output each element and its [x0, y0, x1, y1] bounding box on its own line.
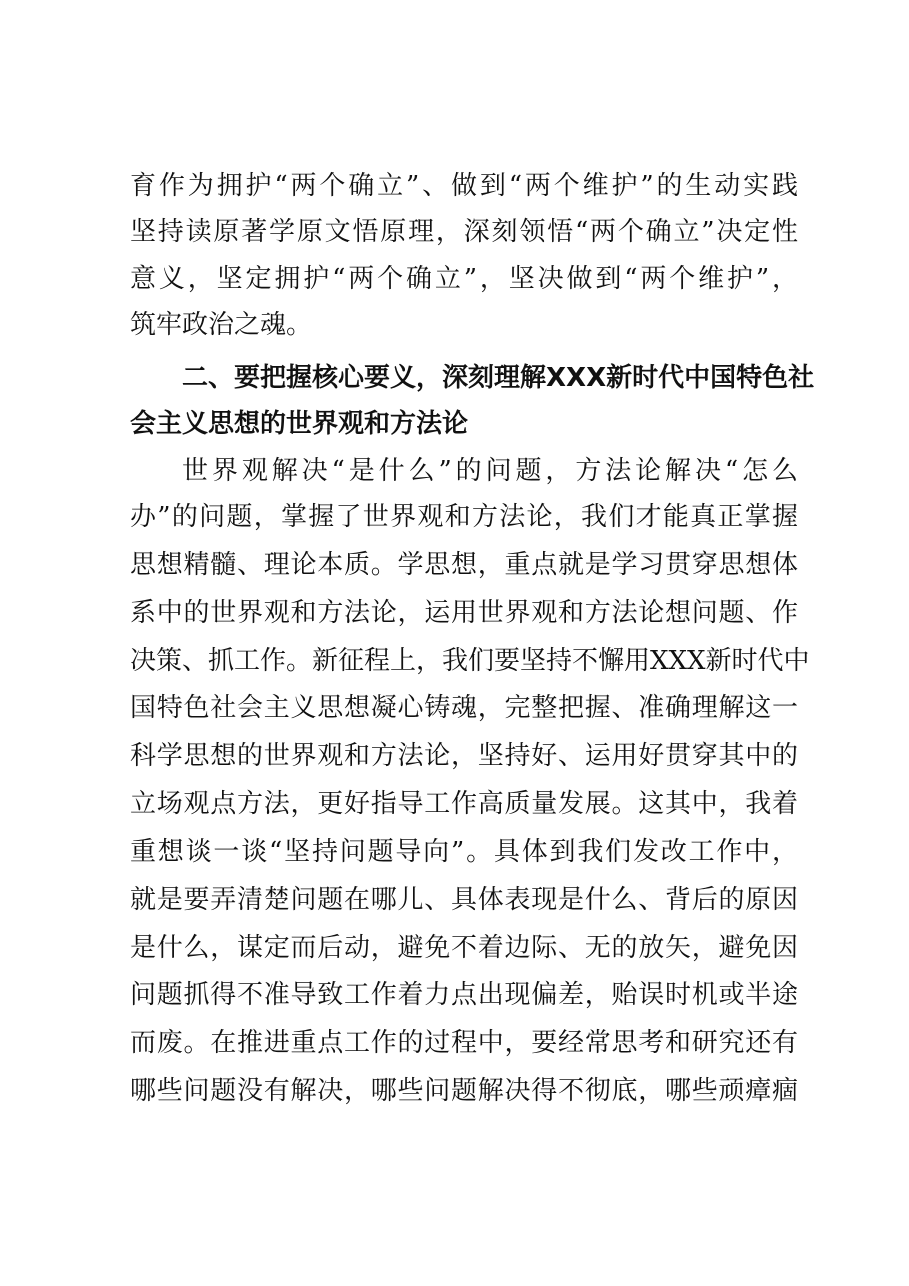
paragraph-line: 决策、抓工作。新征程上，我们要坚持不懈用XXX新时代中 — [130, 646, 810, 676]
section-heading-line: 二、要把握核心要义，深刻理解XXX新时代中国特色社 — [182, 363, 815, 393]
paragraph-line: 意义，坚定拥护“两个确立”，坚决做到“两个维护”， — [130, 264, 798, 294]
paragraph-line: 育作为拥护“两个确立”、做到“两个维护”的生动实践 — [130, 171, 798, 201]
paragraph-line: 国特色社会主义思想凝心铸魂，完整把握、准确理解这一 — [130, 693, 798, 723]
paragraph-line: 哪些问题没有解决，哪些问题解决得不彻底，哪些顽瘴痼 — [130, 1076, 798, 1106]
paragraph-line: 科学思想的世界观和方法论，坚持好、运用好贯穿其中的 — [130, 741, 798, 771]
paragraph-line: 坚持读原著学原文悟原理，深刻领悟“两个确立”决定性 — [130, 217, 798, 247]
section-heading-line: 会主义思想的世界观和方法论 — [130, 409, 469, 439]
paragraph-line: 就是要弄清楚问题在哪儿、具体表现是什么、背后的原因 — [130, 885, 798, 915]
paragraph-line: 办”的问题，掌握了世界观和方法论，我们才能真正掌握 — [130, 502, 798, 532]
paragraph-line: 重想谈一谈“坚持问题导向”。具体到我们发改工作中， — [130, 837, 798, 867]
paragraph-line: 思想精髓、理论本质。学思想，重点就是学习贯穿思想体 — [130, 550, 798, 580]
paragraph-line: 筑牢政治之魂。 — [130, 310, 313, 340]
paragraph-line: 系中的世界观和方法论，运用世界观和方法论想问题、作 — [130, 598, 798, 628]
paragraph-line: 是什么，谋定而后动，避免不着边际、无的放矢，避免因 — [130, 933, 798, 963]
paragraph-line: 世界观解决“是什么”的问题，方法论解决“怎么 — [182, 456, 798, 486]
paragraph-line: 立场观点方法，更好指导工作高质量发展。这其中，我着 — [130, 789, 798, 819]
paragraph-line: 问题抓得不准导致工作着力点出现偏差，贻误时机或半途 — [130, 980, 798, 1010]
paragraph-line: 而废。在推进重点工作的过程中，要经常思考和研究还有 — [130, 1028, 798, 1058]
